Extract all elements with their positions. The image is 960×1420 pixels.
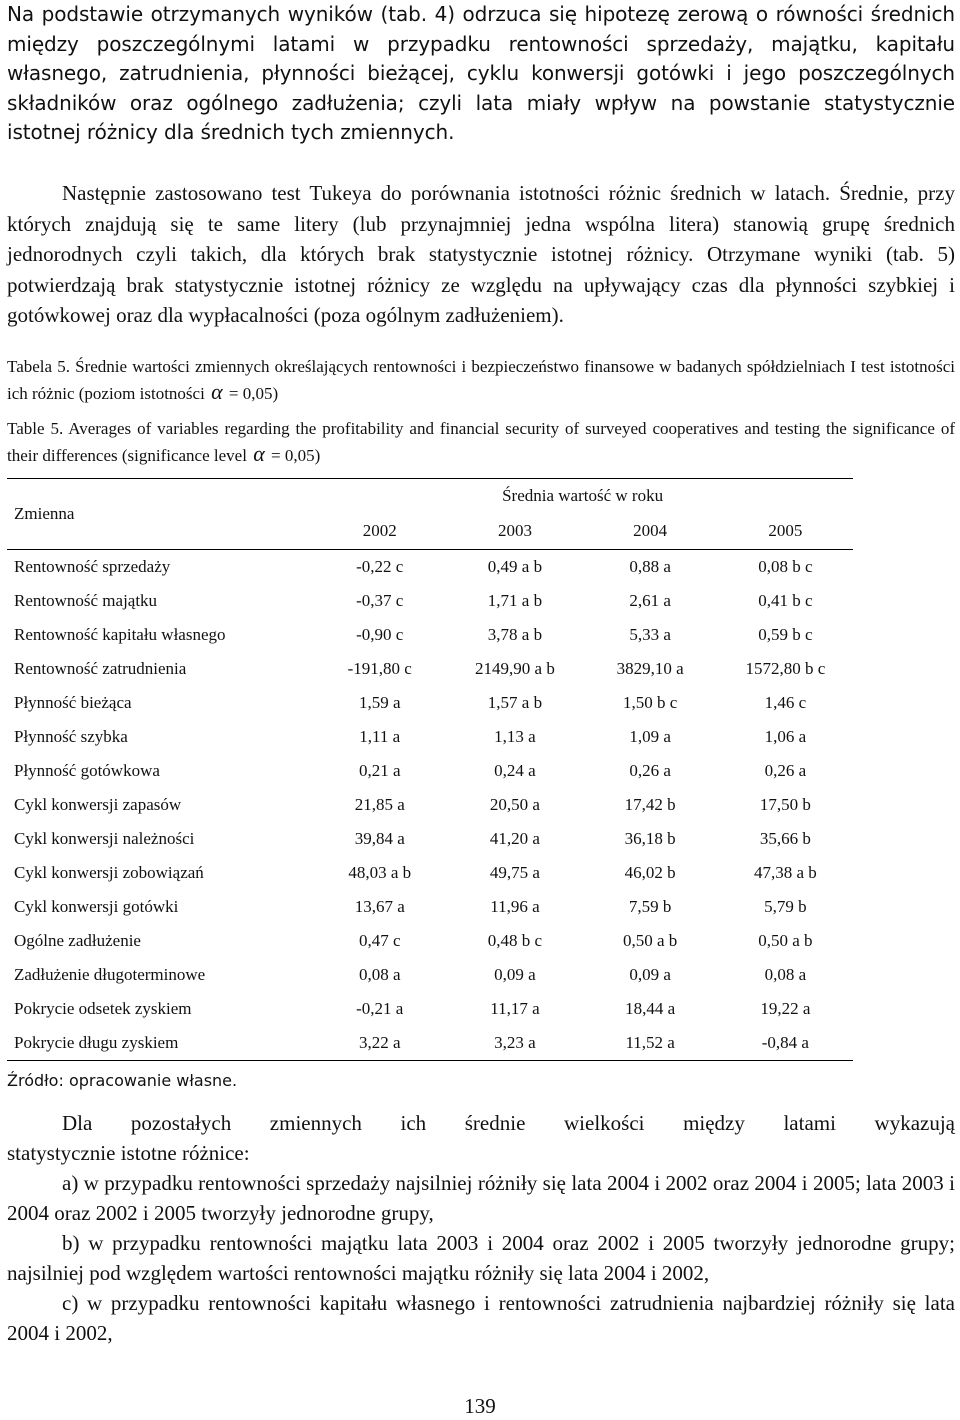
cell-value-2005: 1,46 c (764, 693, 807, 712)
table-row (7, 754, 853, 788)
header-year: 2002 (362, 521, 397, 540)
cell-value-2003: 0,24 a (494, 761, 536, 780)
header-year: 2004 (633, 521, 668, 540)
cell-value-2003: 11,17 a (490, 999, 540, 1018)
paragraph-differences-rest: statystycznie istotne różnice: (7, 1141, 250, 1165)
cell-value-2005: 17,50 b (759, 795, 811, 814)
header-variable: Zmienna (14, 504, 75, 523)
paragraph-tukey-body: Średnie, przy których znajdują się te same litery (lub przynajmniej jedna wspólna litera) stanowią grupę średnich jednorodnych czyli takich, dla których brak statystycznie istotnej różnicy. Otrzymane wyniki (tab. 5) potwierdzają brak statystycznie istotnej różnicy ze względu na upływający czas dla płynności szybkiej i gotówkowej oraz dla wypłacalności (poza ogólnym zadłużeniem). (7, 181, 955, 327)
cell-value-2005: 1,06 a (764, 727, 807, 746)
cell-value-2004: 36,18 b (624, 829, 676, 848)
header-year: 2005 (768, 521, 803, 540)
table-row (7, 856, 853, 890)
cell-value-2003: 0,49 a b (487, 557, 543, 576)
cell-value-2002: 1,11 a (359, 727, 401, 746)
cell-value-2003: 1,71 a b (487, 591, 543, 610)
cell-value-2005: 0,08 a (764, 965, 807, 984)
table-row (7, 788, 853, 822)
alpha-symbol: α (253, 441, 265, 466)
cell-value-2004: 17,42 b (624, 795, 676, 814)
header-year: 2003 (497, 521, 532, 540)
cell-value-2002: 21,85 a (354, 795, 405, 814)
cell-value-2003: 11,96 a (490, 897, 540, 916)
cell-value-2004: 3829,10 a (616, 659, 684, 678)
row-variable-name: Cykl konwersji zobowiązań (14, 863, 204, 882)
cell-value-2003: 20,50 a (489, 795, 540, 814)
row-variable-name: Pokrycie długu zyskiem (14, 1033, 179, 1052)
cell-value-2002: 3,22 a (358, 1033, 401, 1052)
row-variable-name: Płynność bieżąca (14, 693, 132, 712)
page-number: 139 (464, 1394, 496, 1418)
cell-value-2004: 1,09 a (629, 727, 671, 746)
cell-value-2002: 0,47 c (358, 931, 401, 950)
cell-value-2003: 2149,90 a b (475, 659, 555, 678)
cell-value-2002: 48,03 a b (348, 863, 412, 882)
cell-value-2002: 1,59 a (358, 693, 401, 712)
caption-en-text: Table 5. Averages of variables regarding the profitability and financial security of surveyed cooperatives and testing the significance of their differences (significance level (7, 419, 955, 465)
cell-value-2005: 1572,80 b c (745, 659, 826, 678)
caption-en-tail: = 0,05) (271, 446, 321, 465)
table-caption-en (7, 416, 955, 468)
cell-value-2004: 11,52 a (625, 1033, 675, 1052)
row-variable-name: Zadłużenie długoterminowe (14, 965, 206, 984)
table-row (7, 618, 853, 652)
row-variable-name: Płynność szybka (14, 727, 128, 746)
cell-value-2003: 1,13 a (494, 727, 536, 746)
row-variable-name: Rentowność sprzedaży (14, 557, 171, 576)
row-variable-name: Pokrycie odsetek zyskiem (14, 999, 192, 1018)
cell-value-2002: -0,90 c (356, 625, 404, 644)
cell-value-2005: 47,38 a b (753, 863, 817, 882)
cell-value-2004: 0,26 a (629, 761, 671, 780)
cell-value-2003: 3,23 a (494, 1033, 536, 1052)
table-row (7, 720, 853, 754)
paragraph-hypothesis: Na podstawie otrzymanych wyników (tab. 4) odrzuca się hipotezę zerową o równości średnich między poszczególnymi latami w przypadku rentowności sprzedaży, majątku, kapitału własnego, zatrudnienia, płynności bieżącej, cyklu konwersji gotówki i jego poszczególnych składników oraz ogólnego zadłużenia; czyli lata miały wpływ na powstanie statystycznie istotnej różnicy dla średnich tych zmiennych. (7, 2, 955, 144)
cell-value-2005: 0,26 a (764, 761, 807, 780)
cell-value-2004: 18,44 a (625, 999, 676, 1018)
cell-value-2005: 35,66 b (759, 829, 811, 848)
cell-value-2004: 0,88 a (629, 557, 671, 576)
cell-value-2002: -0,37 c (356, 591, 404, 610)
cell-value-2002: 0,08 a (358, 965, 401, 984)
cell-value-2002: -0,21 a (356, 999, 404, 1018)
cell-value-2002: -0,22 c (356, 557, 404, 576)
row-variable-name: Cykl konwersji gotówki (14, 897, 179, 916)
list-item: a) w przypadku rentowności sprzedaży najsilniej różniły się lata 2004 i 2002 oraz 2004 i 2005; lata 2003 i 2004 oraz 2002 i 2005 tworzyły jednorodne grupy, (7, 1171, 955, 1225)
alpha-symbol: α (211, 379, 223, 404)
row-variable-name: Rentowność zatrudnienia (14, 659, 187, 678)
cell-value-2004: 2,61 a (629, 591, 671, 610)
header-group: Średnia wartość w roku (502, 486, 664, 505)
cell-value-2005: 5,79 b (764, 897, 807, 916)
table-row (7, 652, 853, 686)
cell-value-2003: 0,48 b c (487, 931, 543, 950)
cell-value-2005: 0,50 a b (758, 931, 813, 950)
cell-value-2002: 0,21 a (358, 761, 401, 780)
table-header-row (7, 479, 853, 514)
cell-value-2004: 7,59 b (628, 897, 672, 916)
cell-value-2003: 0,09 a (494, 965, 536, 984)
paragraph-tukey-lead: Następnie zastosowano test Tukeya do porównania istotności różnic średnich w latach. (62, 181, 831, 205)
paragraph-tukey (7, 178, 955, 331)
cell-value-2003: 41,20 a (489, 829, 540, 848)
list-item: b) w przypadku rentowności majątku lata 2003 i 2004 oraz 2002 i 2005 tworzyły jednorodne grupy; najsilniej pod względem wartości rentowności majątku różniły się lata 2004 i 2002, (7, 1231, 955, 1285)
row-variable-name: Rentowność majątku (14, 591, 158, 610)
cell-value-2005: 0,08 b c (758, 557, 813, 576)
cell-value-2004: 5,33 a (629, 625, 671, 644)
table-caption-pl (7, 354, 955, 406)
cell-value-2005: -0,84 a (761, 1033, 809, 1052)
cell-value-2004: 1,50 b c (623, 693, 678, 712)
list-item: c) w przypadku rentowności kapitału własnego i rentowności zatrudnienia najbardziej różniły się lata 2004 i 2002, (7, 1291, 955, 1345)
cell-value-2002: -191,80 c (347, 659, 412, 678)
cell-value-2005: 0,41 b c (758, 591, 813, 610)
table-row (7, 822, 853, 856)
cell-value-2002: 39,84 a (354, 829, 405, 848)
results-table (7, 478, 853, 1061)
row-variable-name: Rentowność kapitału własnego (14, 625, 226, 644)
table-row (7, 992, 853, 1026)
cell-value-2003: 49,75 a (489, 863, 540, 882)
cell-value-2004: 0,50 a b (623, 931, 678, 950)
cell-value-2004: 46,02 b (624, 863, 676, 882)
table-row (7, 958, 853, 992)
cell-value-2005: 0,59 b c (758, 625, 813, 644)
table-row (7, 584, 853, 618)
cell-value-2004: 0,09 a (629, 965, 671, 984)
cell-value-2005: 19,22 a (760, 999, 811, 1018)
row-variable-name: Ogólne zadłużenie (14, 931, 141, 950)
table-row (7, 924, 853, 958)
source-note: Źródło: opracowanie własne. (7, 1071, 238, 1090)
caption-pl-tail: = 0,05) (228, 384, 279, 403)
paragraph-differences-lead: Dla pozostałych zmiennych ich średnie wielkości między latami wykazują (62, 1111, 955, 1135)
table-row (7, 1026, 853, 1061)
row-variable-name: Cykl konwersji należności (14, 829, 195, 848)
row-variable-name: Płynność gotówkowa (14, 761, 160, 780)
paragraph-differences (7, 1108, 955, 1348)
table-row (7, 550, 853, 585)
table-row (7, 686, 853, 720)
row-variable-name: Cykl konwersji zapasów (14, 795, 182, 814)
cell-value-2003: 3,78 a b (487, 625, 543, 644)
table-body (7, 550, 853, 1061)
caption-pl-text: Tabela 5. Średnie wartości zmiennych określających rentowności i bezpieczeństwo finansowe w badanych spółdzielniach I test istotności ich różnic (poziom istotności (7, 357, 955, 403)
cell-value-2002: 13,67 a (354, 897, 405, 916)
table-row (7, 890, 853, 924)
cell-value-2003: 1,57 a b (487, 693, 543, 712)
